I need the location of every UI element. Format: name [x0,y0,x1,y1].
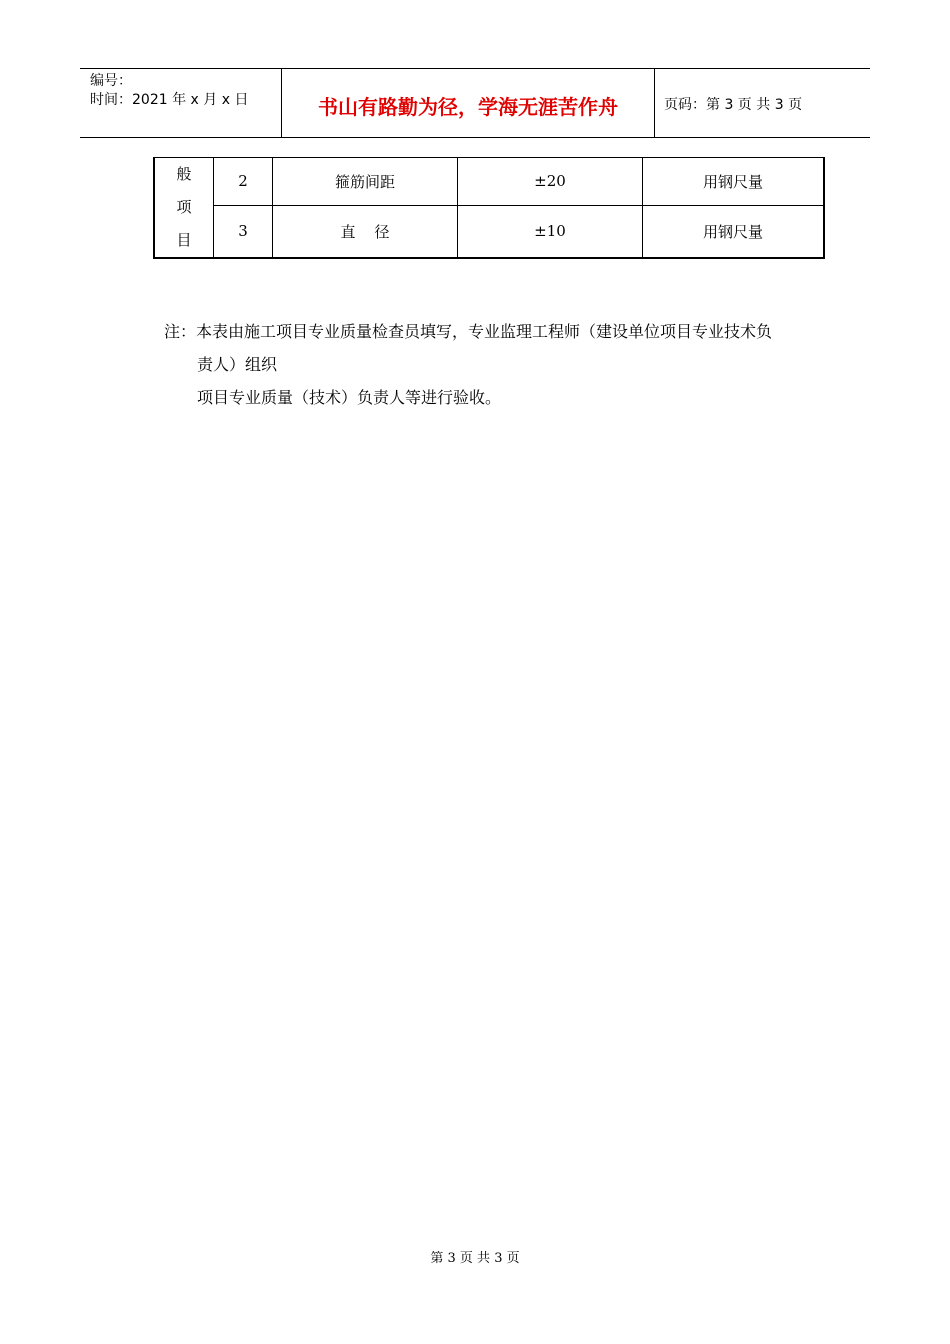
serial-label: 编号： [90,73,132,89]
page-info: 页码：第 3 页 共 3 页 [664,97,803,113]
note-line-3: 项目专业质量（技术）负责人等进行验收。 [197,388,502,407]
tolerance-value: ±10 [458,205,643,258]
motto-text: 书山有路勤为径，学海无涯苦作舟 [318,95,618,119]
page-footer: 第 3 页 共 3 页 [430,1251,520,1266]
note-line-1: 注：本表由施工项目专业质量检查员填写，专业监理工程师（建设单位项目专业技术负 [164,322,773,341]
category-char: 项 [176,198,192,216]
check-method: 用钢尺量 [643,158,825,206]
header-info-cell [80,69,282,137]
table-row [154,158,824,206]
tolerance-value: ±20 [458,158,643,206]
inspection-table [153,157,825,259]
page-header [80,68,870,138]
category-char: 般 [176,165,192,183]
check-method: 用钢尺量 [643,205,825,258]
category-char: 目 [176,231,192,249]
table-row [154,205,824,258]
time-label: 时间：2021 年 x 月 x 日 [90,92,249,108]
check-item: 直 径 [273,205,458,258]
category-label [154,158,214,259]
note-line-2: 责人）组织 [197,355,278,374]
header-page-cell [655,69,870,137]
header-motto-cell [282,69,655,137]
check-item: 箍筋间距 [273,158,458,206]
row-number: 2 [214,158,273,206]
row-number: 3 [214,205,273,258]
